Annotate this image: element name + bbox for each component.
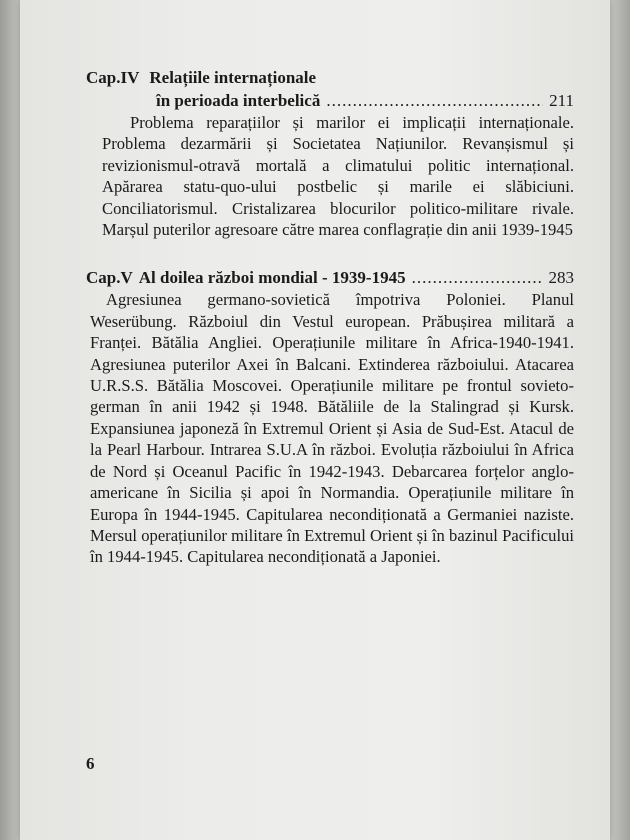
table-of-contents (86, 66, 574, 590)
book-spine-shadow (0, 0, 20, 840)
chapter-page-number: 283 (548, 268, 574, 288)
leader-dots (326, 89, 543, 112)
leader-dots (412, 266, 543, 289)
toc-entry-cap-v (86, 266, 574, 567)
toc-entry-heading (86, 66, 574, 112)
chapter-number: Cap.IV (86, 68, 140, 87)
book-edge-shadow (610, 0, 630, 840)
page-number: 6 (86, 754, 95, 773)
toc-entry-cap-iv (86, 66, 574, 240)
chapter-title: Al doilea război mondial - 1939-1945 (138, 268, 406, 288)
chapter-title-line-2: în perioada interbelică (156, 91, 321, 110)
book-page (20, 0, 610, 840)
chapter-description: Problema reparațiilor și marilor ei implicații internaționale. Problema dezarmării și Societatea Națiunilor. Revanșismul și revizionismul-otravă mortală a climatului politic internațional. Apărarea statu-quo-ului postbelic și marile ei slăbiciuni. Conciliatorismul. Cristalizarea blocurilor politico-militare rivale. Marșul puterilor agresoare către marea conflagrație din anii 1939-1945 (102, 113, 574, 240)
chapter-description: Agresiunea germano-sovietică împotriva Poloniei. Planul Weserübung. Războiul din Vestul european. Prăbușirea militară a Franței. Bătălia Angliei. Operațiunile militare în Africa-1940-1941. Agresiunea puterilor Axei în Balcani. Extinderea războiului. Atacarea U.R.S.S. Bătălia Moscovei. Operațiunile militare pe frontul sovieto-german în anii 1942 și 1948. Bătăliile de la Stalingrad și Kursk. Expansiunea japoneză în Extremul Orient și Asia de Sud-Est. Atacul de la Pearl Harbour. Intrarea S.U.A în război. Evoluția războiului în Africa de Nord și Oceanul Pacific în 1942-1943. Debarcarea forțelor anglo-americane în Sicilia și apoi în Normandia. Operațiunile militare în Europa în 1944-1945. Capitularea necondiționată a Germaniei naziste. Mersul operațiunilor militare în Extremul Orient și în bazinul Pacificului în 1944-1945. Capitularea necondiționată a Japoniei. (90, 290, 574, 567)
chapter-page-number: 211 (549, 91, 574, 110)
chapter-number: Cap.V (86, 268, 133, 288)
chapter-title-line-1: Relațiile internaționale (149, 68, 317, 87)
toc-entry-heading (86, 266, 574, 289)
